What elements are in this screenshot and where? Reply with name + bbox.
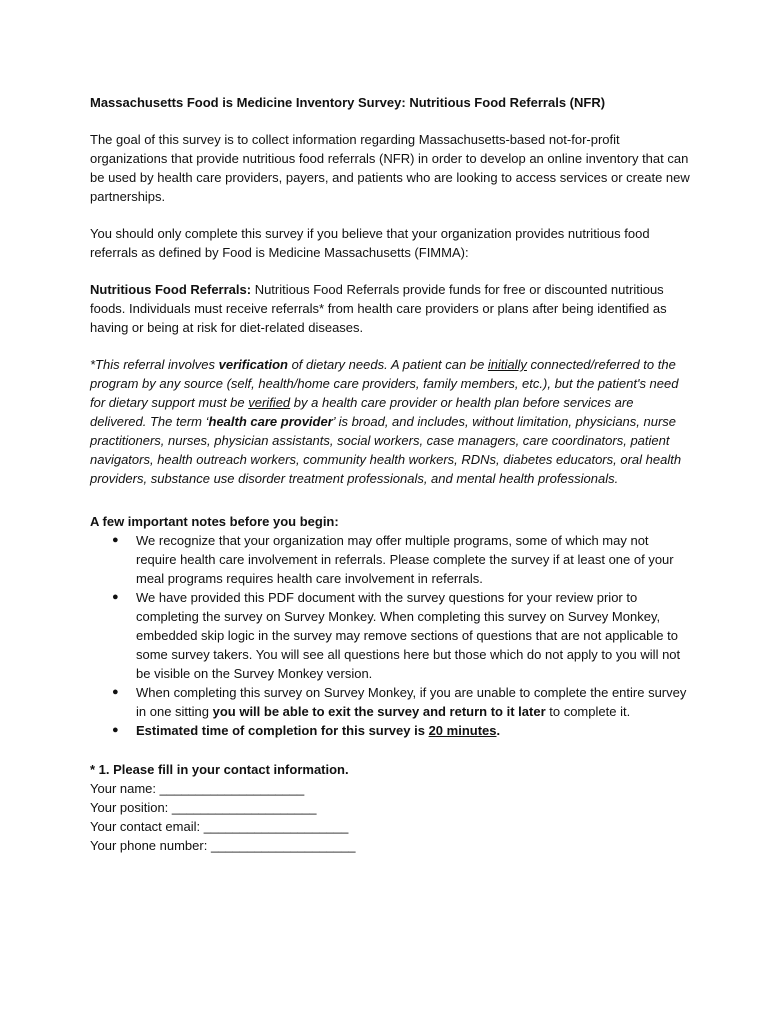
email-field[interactable]: Your contact email: ____________________	[90, 819, 349, 834]
notes-heading: A few important notes before you begin:	[90, 514, 339, 529]
question-1-heading: * 1. Please fill in your contact information.	[90, 762, 349, 777]
list-item-text: When completing this survey on Survey Monkey, if you are unable to complete the entire survey in one sitting	[136, 685, 687, 719]
list-item	[90, 531, 690, 588]
list-item-text: We recognize that your organization may offer multiple programs, some of which may not require health care involvement in referrals. Please complete the survey if at least one of your meal programs requires health care involvement in referrals.	[136, 533, 674, 586]
footnote-text: of dietary needs. A patient can be	[287, 357, 488, 372]
list-item-text: Estimated time of completion for this survey is	[136, 723, 429, 738]
list-item-text: .	[496, 723, 501, 738]
footnote-verified: verified	[248, 395, 291, 410]
bullet-icon: ●	[112, 724, 119, 736]
position-field[interactable]: Your position: ____________________	[90, 800, 317, 815]
notes-list	[90, 531, 690, 740]
name-field[interactable]: Your name: ____________________	[90, 781, 305, 796]
footnote-text: *This referral involves	[90, 357, 219, 372]
footnote-initially: initially	[487, 357, 527, 372]
definition-paragraph	[90, 280, 690, 337]
list-item-text: to complete it.	[545, 704, 631, 719]
footnote-health-care-provider: health care provider	[208, 414, 333, 429]
bullet-icon: ●	[112, 686, 119, 698]
footnote-text: by a health care provider or health plan before services are delivered. The term ‘	[90, 395, 634, 429]
footnote-text: ’ is broad, and includes, without limitation, physicians, nurse practitioners, nurses, physician assistants, social workers, case managers, care coordinators, patient navigators, health outreach workers, community health workers, RDNs, diabetes educators, oral health providers, substance use disorder treatment professionals, and mental health professionals.	[90, 414, 682, 486]
list-item-text: We have provided this PDF document with the survey questions for your review prior to completing the survey on Survey Monkey. When completing this survey on Survey Monkey, embedded skip logic in the survey may remove sections of questions that are not applicable to some survey takers. You will see all questions here but those which do not apply to you will not be visible on the Survey Monkey version.	[136, 590, 681, 681]
intro-paragraph: The goal of this survey is to collect information regarding Massachusetts-based not-for-profit organizations that provide nutritious food referrals (NFR) in order to develop an online inventory that can be used by health care providers, payers, and patients who are looking to access services or create new partnerships.	[90, 132, 690, 204]
list-item	[90, 721, 690, 740]
definition-term: Nutritious Food Referrals:	[90, 282, 252, 297]
phone-field[interactable]: Your phone number: ____________________	[90, 838, 356, 853]
list-item	[90, 683, 690, 721]
completion-time: 20 minutes	[428, 723, 497, 738]
bullet-icon: ●	[112, 534, 119, 546]
list-item	[90, 588, 690, 683]
eligibility-paragraph: You should only complete this survey if you believe that your organization provides nutritious food referrals as defined by Food is Medicine Massachusetts (FIMMA):	[90, 226, 650, 260]
footnote-paragraph	[90, 355, 690, 488]
list-item-emphasis: you will be able to exit the survey and return to it later	[212, 704, 546, 719]
footnote-text: connected/referred to the program by any source (self, health/home care providers, family members, etc.), but the patient's need for dietary support must be	[90, 357, 679, 410]
definition-text: Nutritious Food Referrals provide funds for free or discounted nutritious foods. Individuals must receive referrals* from health care providers or plans after being identified as having or being at risk for diet-related diseases.	[90, 282, 667, 335]
document-page	[90, 93, 690, 855]
footnote-verification: verification	[218, 357, 288, 372]
bullet-icon: ●	[112, 591, 119, 603]
document-title: Massachusetts Food is Medicine Inventory Survey: Nutritious Food Referrals (NFR)	[90, 95, 606, 110]
